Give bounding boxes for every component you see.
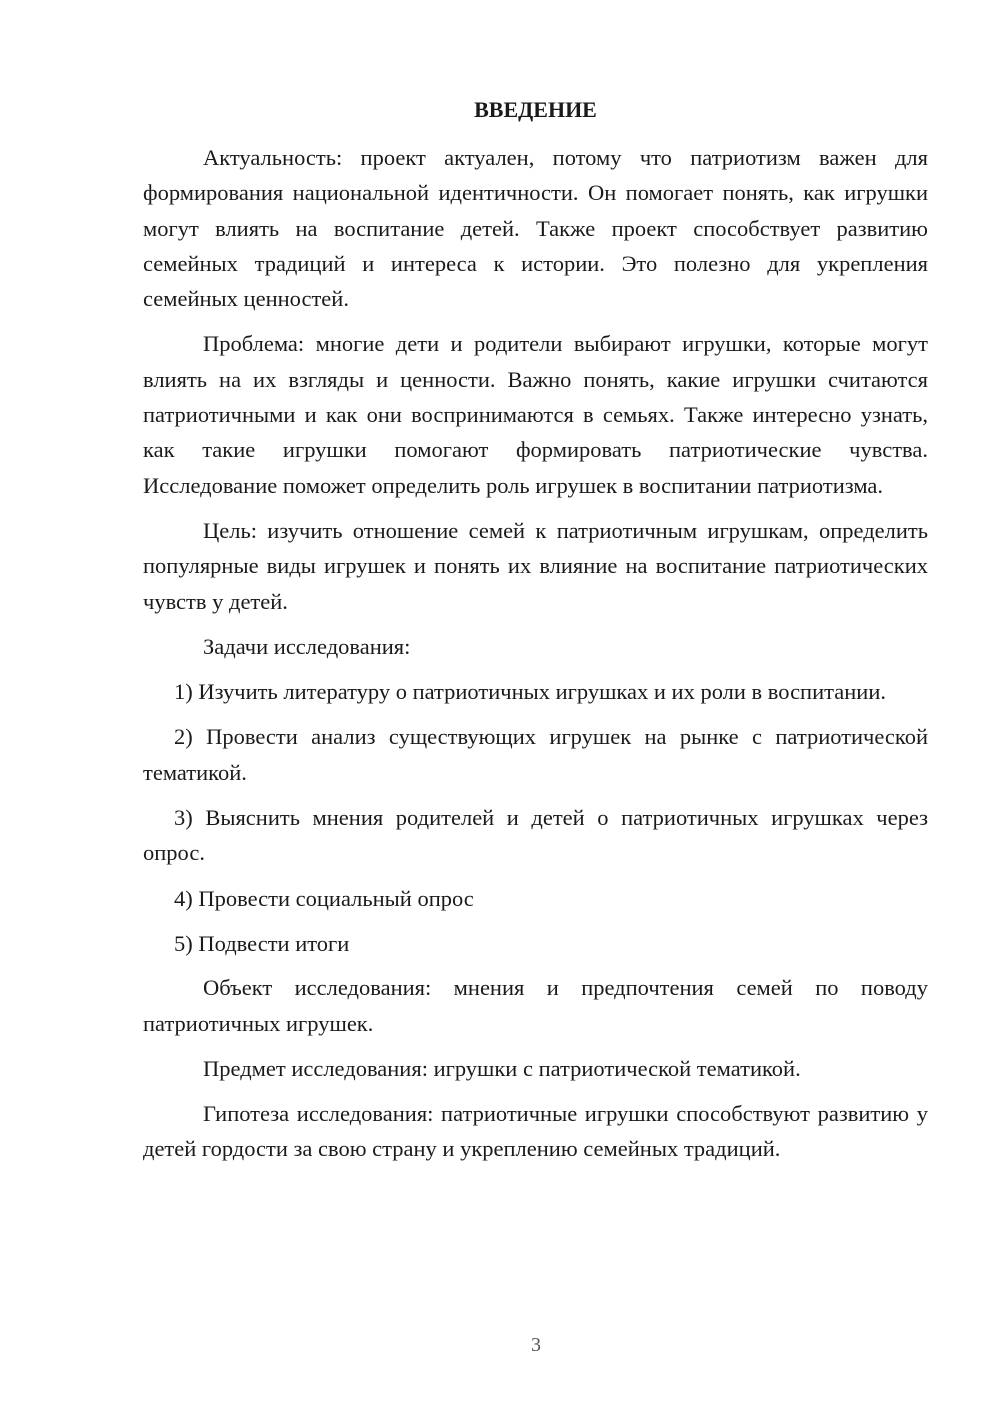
hypothesis-paragraph: Гипотеза исследования: патриотичные игрушки способствуют развитию у детей гордости за свою страну и укреплению семейных традиций. [143,1101,928,1162]
subject-paragraph: Предмет исследования: игрушки с патриотической тематикой. [203,1055,801,1081]
task-item-1: 1) Изучить литературу о патриотичных игрушках и их роли в воспитании. [174,679,886,705]
problem-paragraph: Проблема: многие дети и родители выбирают игрушки, которые могут влиять на их взгляды и ценности. Важно понять, какие игрушки считаются патриотичными и как они воспринимаются в семьях. Также интересно узнать, как такие игрушки помогают формировать патриотические чувства. Исследование поможет определить роль игрушек в воспитании патриотизма. [143,331,928,498]
tasks-heading: Задачи исследования: [203,633,411,659]
task-item-2: 2) Провести анализ существующих игрушек на рынке с патриотической тематикой. [143,724,928,785]
task-item-4: 4) Провести социальный опрос [174,885,474,911]
relevance-paragraph: Актуальность: проект актуален, потому что патриотизм важен для формирования национальной идентичности. Он помогает понять, как игрушки могут влиять на воспитание детей. Также проект способствует развитию семейных традиций и интереса к истории. Это полезно для укрепления семейных ценностей. [143,145,928,312]
object-paragraph: Объект исследования: мнения и предпочтения семей по поводу патриотичных игрушек. [143,975,928,1036]
task-item-3: 3) Выяснить мнения родителей и детей о патриотичных игрушках через опрос. [143,805,928,866]
section-heading: ВВЕДЕНИЕ [474,97,597,122]
page-number: 3 [531,1334,541,1356]
task-item-5: 5) Подвести итоги [174,930,350,956]
document-page [143,92,928,1177]
goal-paragraph: Цель: изучить отношение семей к патриотичным игрушкам, определить популярные виды игрушек и понять их влияние на воспитание патриотических чувств у детей. [143,517,928,614]
